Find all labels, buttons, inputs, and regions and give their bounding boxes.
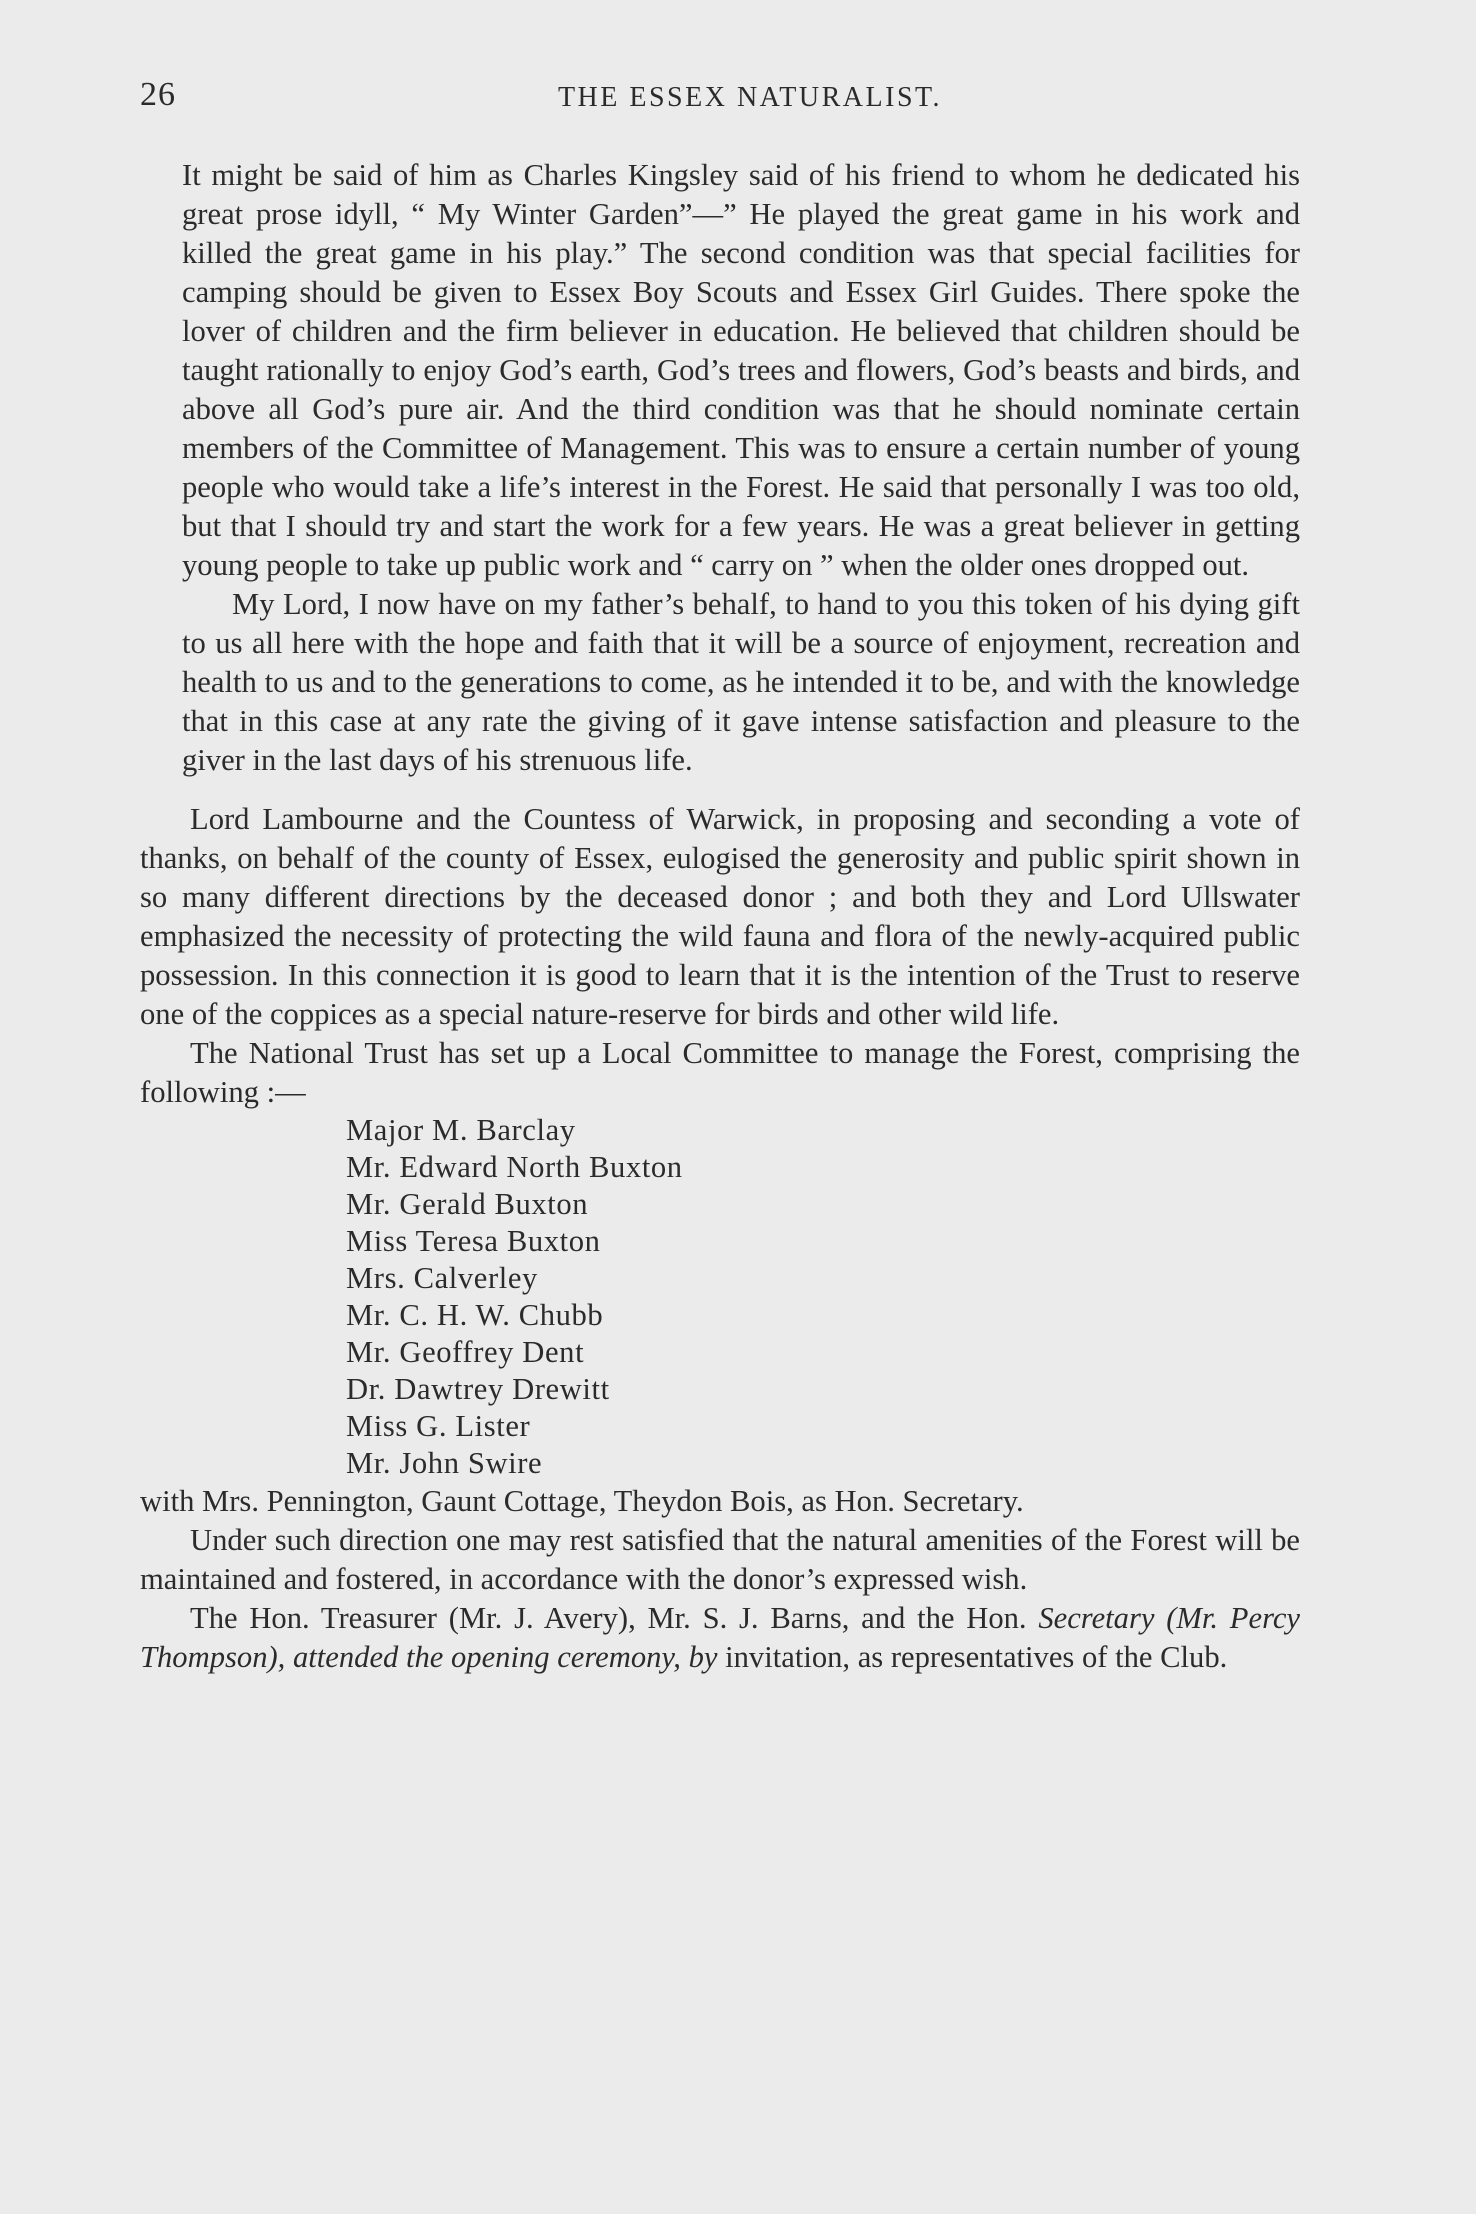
- list-item: Dr. Dawtrey Drewitt: [346, 1372, 610, 1406]
- quoted-speech: [140, 156, 1300, 780]
- list-item: Mrs. Calverley: [346, 1261, 538, 1295]
- paragraph-hon-secretary: with Mrs. Pennington, Gaunt Cottage, Theydon Bois, as Hon. Secretary.: [140, 1484, 1024, 1518]
- page-header: [140, 76, 1300, 126]
- document-body: [140, 156, 1300, 1677]
- paragraph-direction: Under such direction one may rest satisfied that the natural amenities of the Forest will be maintained and fostered, in accordance with the donor’s expressed wish.: [140, 1523, 1300, 1596]
- list-item: Mr. Gerald Buxton: [346, 1187, 589, 1221]
- list-item: Miss Teresa Buxton: [346, 1224, 601, 1258]
- paragraph-vote-of-thanks: Lord Lambourne and the Countess of Warwick, in proposing and seconding a vote of thanks, on behalf of the county of Essex, eulogised the generosity and public spirit shown in so many different directions by the deceased donor ; and both they and Lord Ullswater emphasized the necessity of protecting the wild fauna and flora of the newly-acquired public possession. In this connection it is good to learn that it is the intention of the Trust to reserve one of the coppices as a special nature-reserve for birds and other wild life.: [140, 802, 1300, 1031]
- list-item: Mr. C. H. W. Chubb: [346, 1298, 604, 1332]
- list-item: Miss G. Lister: [346, 1409, 531, 1443]
- attendance-italic: Secretary (Mr. Percy Thompson), attended the opening ceremony, by: [140, 1601, 1300, 1674]
- list-item: Mr. Geoffrey Dent: [346, 1335, 585, 1369]
- list-item: Mr. John Swire: [346, 1446, 543, 1480]
- running-title: THE ESSEX NATURALIST.: [557, 82, 943, 113]
- list-item: Mr. Edward North Buxton: [346, 1150, 683, 1184]
- list-item: Major M. Barclay: [346, 1113, 576, 1147]
- paragraph-attendance: [140, 1599, 1300, 1677]
- attendance-roman: The Hon. Treasurer (Mr. J. Avery), Mr. S. J. Barns, and the Hon.: [190, 1601, 1027, 1635]
- paragraph-presentation: My Lord, I now have on my father’s behalf, to hand to you this token of his dying gift to us all here with the hope and faith that it will be a source of enjoyment, recreation and health to us and to the generations to come, as he intended it to be, and with the knowledge that in this case at any rate the giving of it gave intense satisfaction and pleasure to the giver in the last days of his strenuous life.: [182, 587, 1300, 777]
- paragraph-local-committee: The National Trust has set up a Local Committee to manage the Forest, comprising the following :—: [140, 1036, 1300, 1109]
- paragraph-conditions: It might be said of him as Charles Kingsley said of his friend to whom he dedicated his great prose idyll, “ My Winter Garden”—” He played the great game in his work and killed the great game in his play.” The second condition was that special facilities for camping should be given to Essex Boy Scouts and Essex Girl Guides. There spoke the lover of children and the firm believer in education. He believed that children should be taught rationally to enjoy God’s earth, God’s trees and flowers, God’s beasts and birds, and above all God’s pure air. And the third condition was that he should nominate certain members of the Committee of Management. This was to ensure a certain number of young people who would take a life’s interest in the Forest. He said that personally I was too old, but that I should try and start the work for a few years. He was a great believer in getting young people to take up public work and “ carry on ” when the older ones dropped out.: [182, 158, 1300, 582]
- attendance-end: invitation, as representatives of the Club.: [725, 1640, 1228, 1674]
- committee-list: [140, 1112, 1300, 1482]
- page-number: 26: [140, 76, 176, 113]
